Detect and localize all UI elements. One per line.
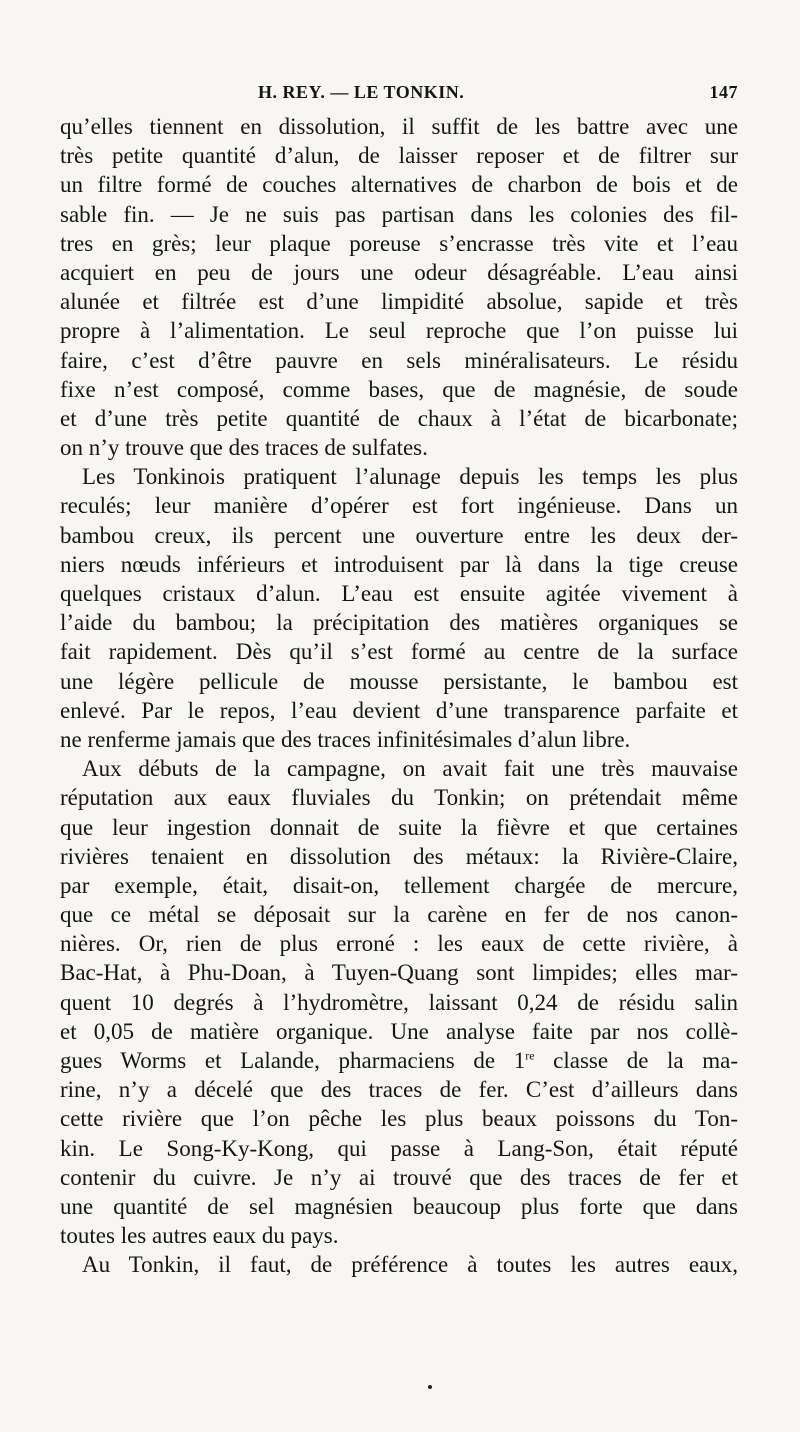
- text-line: Au Tonkin, il faut, de préférence à toutes les autres eaux,: [82, 1252, 738, 1278]
- text-line: un filtre formé de couches alternatives de charbon de bois et de: [60, 172, 738, 198]
- text-line: on n’y trouve que des traces de sulfates.: [60, 435, 428, 461]
- text-line: une quantité de sel magnésien beaucoup plus forte que dans: [60, 1193, 738, 1219]
- text-line: par exemple, était, disait-on, tellement chargée de mercure,: [60, 872, 738, 898]
- text-line: faire, c’est d’être pauvre en sels minéralisateurs. Le résidu: [60, 347, 738, 373]
- text-line: Aux débuts de la campagne, on avait fait une très mauvaise: [82, 756, 738, 782]
- text-line: réputation aux eaux fluviales du Tonkin; on prétendait même: [60, 785, 738, 811]
- text-line: [60, 1046, 738, 1075]
- line-segment: classe de la ma-: [534, 1048, 738, 1073]
- text-line: acquiert en peu de jours une odeur désagréable. L’eau ainsi: [60, 259, 738, 285]
- text-line: toutes les autres eaux du pays.: [60, 1223, 339, 1249]
- text-line: rine, n’y a décelé que des traces de fer. C’est d’ailleurs dans: [60, 1077, 738, 1103]
- text-line: enlevé. Par le repos, l’eau devient d’une transparence parfaite et: [60, 697, 738, 723]
- text-line: une légère pellicule de mousse persistante, le bambou est: [60, 668, 738, 694]
- text-line: propre à l’alimentation. Le seul reproche que l’on puisse lui: [60, 318, 738, 344]
- body-text: [60, 112, 738, 1280]
- text-line: Les Tonkinois pratiquent l’alunage depuis les temps les plus: [82, 464, 738, 490]
- text-line: fixe n’est composé, comme bases, que de magnésie, de soude: [60, 376, 738, 402]
- text-line: que leur ingestion donnait de suite la fièvre et que certaines: [60, 814, 738, 840]
- text-line: et 0,05 de matière organique. Une analyse faite par nos collè-: [60, 1018, 738, 1044]
- print-speck: [428, 1385, 432, 1389]
- text-line: l’aide du bambou; la précipitation des matières organiques se: [60, 610, 738, 636]
- text-line: bambou creux, ils percent une ouverture entre les deux der-: [60, 522, 738, 548]
- text-line: Bac-Hat, à Phu-Doan, à Tuyen-Quang sont limpides; elles mar-: [60, 960, 738, 986]
- page-number: 147: [709, 82, 738, 102]
- text-line: tres en grès; leur plaque poreuse s’encrasse très vite et l’eau: [60, 230, 738, 256]
- text-line: fait rapidement. Dès qu’il s’est formé au centre de la surface: [60, 639, 738, 665]
- text-line: qu’elles tiennent en dissolution, il suffit de les battre avec une: [60, 114, 738, 139]
- text-line: et d’une très petite quantité de chaux à l’état de bicarbonate;: [60, 405, 738, 431]
- text-line: quent 10 degrés à l’hydromètre, laissant 0,24 de résidu salin: [60, 989, 738, 1015]
- text-line: ne renferme jamais que des traces infinitésimales d’alun libre.: [60, 726, 631, 752]
- text-line: cette rivière que l’on pêche les plus beaux poissons du Ton-: [60, 1106, 738, 1132]
- text-line: kin. Le Song-Ky-Kong, qui passe à Lang-Son, était réputé: [60, 1135, 738, 1161]
- running-head: [60, 82, 738, 108]
- text-line: rivières tenaient en dissolution des métaux: la Rivière-Claire,: [60, 843, 738, 869]
- running-title: H. REY. — LE TONKIN.: [258, 82, 465, 102]
- ordinal-superscript: re: [525, 1048, 535, 1063]
- text-line: reculés; leur manière d’opérer est fort ingénieuse. Dans un: [60, 493, 738, 519]
- line-segment: gues Worms et Lalande, pharmaciens de 1: [60, 1048, 526, 1073]
- text-line: que ce métal se déposait sur la carène en fer de nos canon-: [60, 902, 738, 928]
- text-line: niers nœuds inférieurs et introduisent par là dans la tige creuse: [60, 551, 738, 577]
- text-line: quelques cristaux d’alun. L’eau est ensuite agitée vivement à: [60, 581, 738, 606]
- text-line: contenir du cuivre. Je n’y ai trouvé que des traces de fer et: [60, 1164, 738, 1190]
- text-line: nières. Or, rien de plus erroné : les eaux de cette rivière, à: [60, 931, 738, 957]
- text-line: très petite quantité d’alun, de laisser reposer et de filtrer sur: [60, 143, 738, 169]
- text-line: alunée et filtrée est d’une limpidité absolue, sapide et très: [60, 289, 738, 315]
- text-line: sable fin. — Je ne suis pas partisan dans les colonies des fil-: [60, 201, 738, 227]
